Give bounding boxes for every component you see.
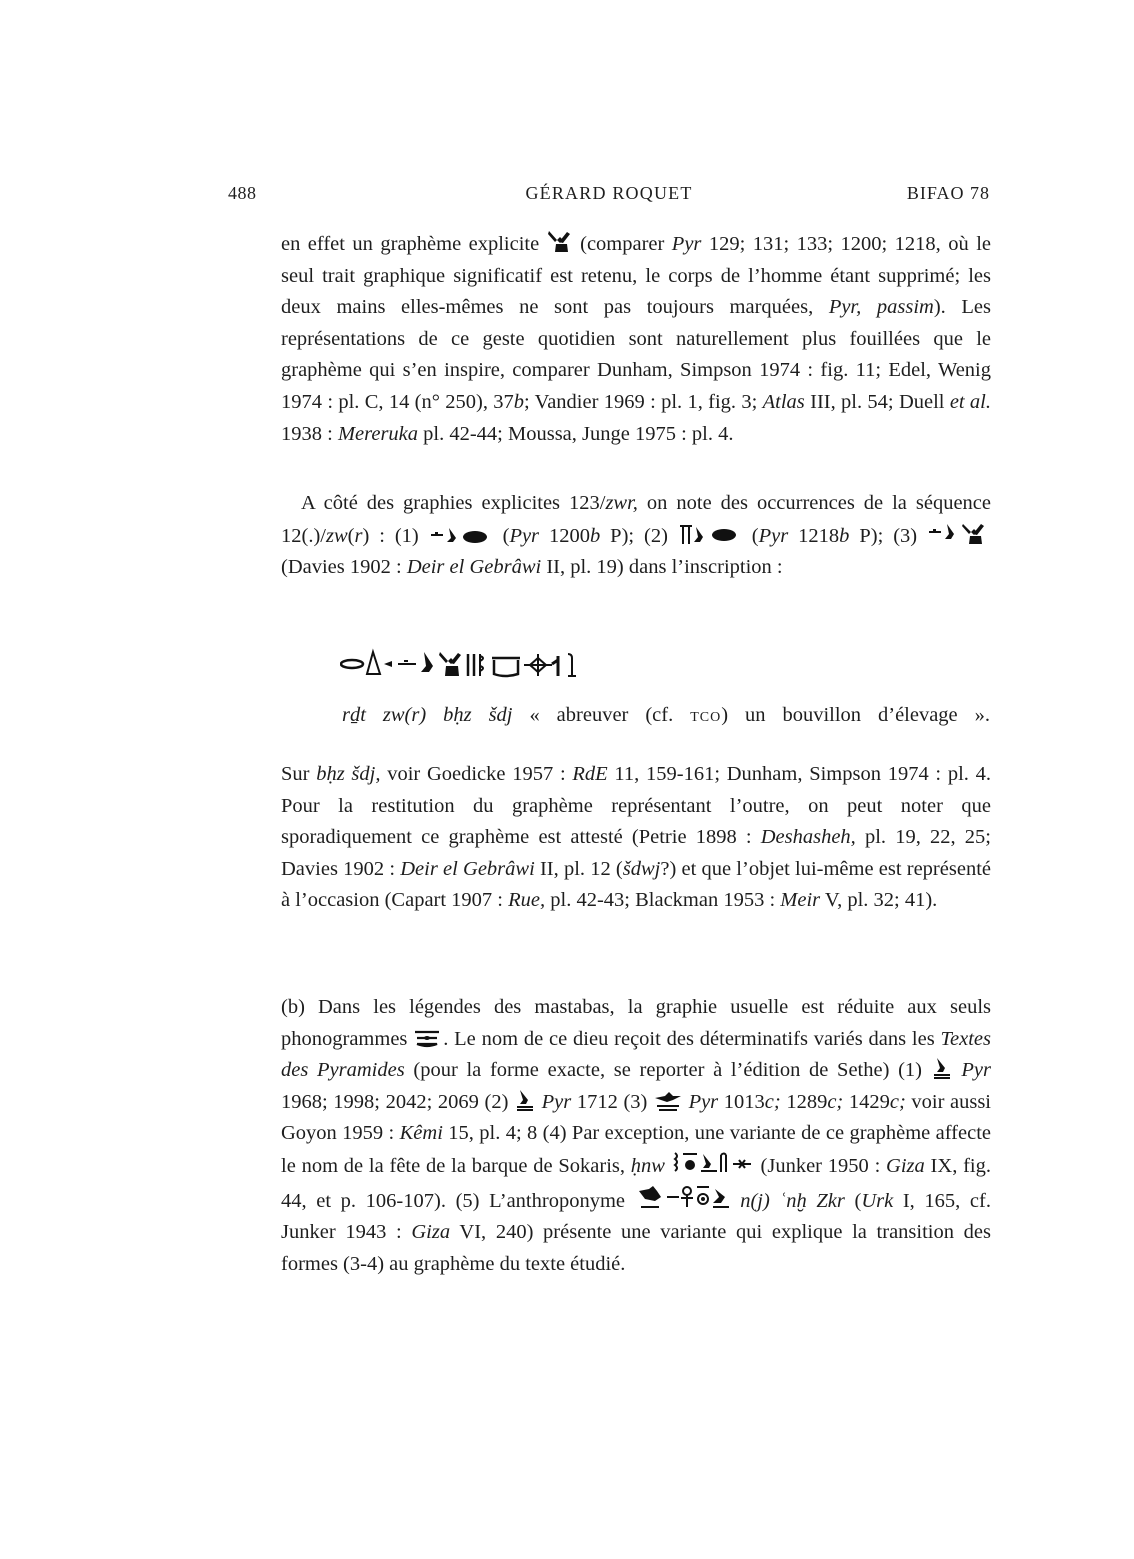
- text-run: Pyr, passim: [828, 296, 934, 319]
- text-run: et al.: [949, 390, 991, 413]
- text-run: Deshasheh,: [760, 826, 856, 849]
- text-run: 11, 159-161; Dunham, Simpson 1974 : pl. 4. Pour la restitution du graphème représentant l’outre, on peut noter que sporadiquement ce graphème est attesté (Petrie 1898 :: [281, 763, 992, 849]
- text-run: 1712 (3): [571, 1090, 653, 1113]
- text-run: 1429: [848, 1090, 890, 1113]
- hieroglyph-phonogram-icon: [413, 1027, 443, 1049]
- text-run: P); (2): [600, 524, 678, 547]
- text-run: Giza: [411, 1221, 451, 1244]
- translation-text: « abreuver (cf.: [512, 704, 691, 726]
- text-run: b: [513, 390, 525, 413]
- text-run: en effet un graphème explicite: [281, 233, 547, 255]
- text-run: (Junker 1950 :: [754, 1154, 887, 1177]
- hieroglyph-determinative-1-icon: [931, 1056, 953, 1080]
- text-run: Sur: [281, 763, 317, 785]
- author-name: GÉRARD ROQUET: [525, 183, 693, 203]
- text-run: Deir el Gebrâwi: [400, 857, 535, 880]
- text-run: (: [347, 524, 355, 547]
- text-run: 1013: [718, 1090, 765, 1113]
- text-run: RdE: [572, 763, 608, 785]
- running-head: [228, 183, 990, 211]
- text-run: Urk: [861, 1189, 894, 1212]
- text-run: c;: [764, 1090, 787, 1113]
- hieroglyph-determinative-3-icon: [653, 1088, 683, 1112]
- text-run: III, pl. 54; Duell: [804, 390, 950, 413]
- text-run: Deir el Gebrâwi: [406, 556, 542, 579]
- text-run: VI, 240) présente une variante qui explique la transition des formes (3-4) au graphème du texte étudié.: [281, 1221, 991, 1275]
- text-run: ; Vandier 1969 : pl. 1, fig. 3;: [524, 390, 763, 413]
- text-run: 1218: [788, 524, 840, 547]
- text-run: IX, fig. 44, et p. 106-107). (5) L’anthroponyme: [281, 1154, 991, 1212]
- text-run: P); (3): [849, 524, 928, 547]
- text-run: 1200: [539, 524, 590, 547]
- text-run: . Le nom de ce dieu reçoit des déterminatifs variés dans les: [443, 1027, 941, 1050]
- text-run: b: [589, 524, 601, 547]
- text-run: šdwj: [622, 857, 661, 880]
- text-run: Kêmi: [399, 1122, 443, 1145]
- hieroglyph-group-3-icon: [927, 520, 991, 546]
- paragraph-3: [281, 759, 991, 917]
- text-run: Rue,: [508, 889, 546, 912]
- text-run: Pyr: [541, 1090, 572, 1113]
- text-run: 1938 :: [281, 422, 338, 445]
- text-run: zw: [325, 524, 348, 547]
- text-run: II, pl. 12 (: [534, 857, 623, 880]
- text-run: zwr,: [605, 492, 638, 514]
- transliteration: [342, 700, 990, 732]
- text-run: (pour la forme exacte, se reporter à l’édition de Sethe) (1): [404, 1059, 931, 1082]
- text-run: c;: [827, 1090, 849, 1113]
- text-run: A côté des graphies explicites 123/: [301, 492, 606, 514]
- text-run: 1289: [786, 1090, 828, 1113]
- page-number: 488: [228, 183, 257, 203]
- text-run: (: [844, 1189, 862, 1212]
- journal-name: BIFAO 78: [906, 183, 990, 203]
- text-run: voir Goedicke 1957 :: [380, 763, 573, 785]
- text-run: ). Les représentations de ce geste quotidien sont naturellement plus fouillées que le graphème qui s’en inspire, comparer Dunham, Simpson 1974 : fig. 11; Edel, Wenig 1974 : pl. C, 14 (n° 250), 37: [281, 296, 991, 413]
- text-run: pl. 19, 22, 25; Davies 1902 :: [281, 826, 991, 880]
- text-run: pl. 42-44; Moussa, Junge 1975 : pl. 4.: [418, 422, 734, 445]
- text-run: c;: [889, 1090, 906, 1113]
- text-run: b: [839, 524, 850, 547]
- text-run: Atlas: [762, 390, 805, 413]
- text-run: ?) et que l’objet lui-même est représenté à l’occasion (Capart 1907 :: [281, 857, 991, 912]
- hieroglyph-hands-icon: [547, 228, 573, 254]
- text-run: Meir: [780, 889, 821, 912]
- text-run: Giza: [886, 1154, 925, 1177]
- hieroglyph-group-2-icon: [678, 522, 742, 546]
- paragraph-4: [281, 992, 991, 1280]
- text-run: [731, 1190, 741, 1212]
- paragraph-1: [281, 228, 991, 450]
- text-run: V, pl. 32; 41).: [820, 889, 938, 912]
- text-run: ḥnw: [630, 1154, 665, 1177]
- text-run: Pyr: [509, 524, 540, 547]
- text-run: 1968; 1998; 2042; 2069 (2): [281, 1090, 515, 1113]
- text-run: on note des occurrences de la séquence 12(.)/: [281, 492, 992, 547]
- paragraph-2: [281, 488, 991, 584]
- text-run: II, pl. 19) dans l’inscription :: [541, 556, 783, 579]
- transliteration-text: rḏt zw(r) bḥz šdj: [342, 704, 513, 726]
- text-run: 129; 131; 133; 1200; 1218, où le seul trait graphique significatif est retenu, le corps de l’homme étant supprimé; les deux mains elles-mêmes ne sont pas toujours marquées,: [281, 233, 991, 319]
- hieroglyph-anthroponym-icon: [635, 1183, 731, 1211]
- text-run: bḥz šdj,: [316, 763, 381, 785]
- hieroglyph-determinative-2-icon: [514, 1088, 536, 1112]
- text-run: (comparer: [572, 233, 672, 255]
- text-run: n(j) ʿnḫ Zkr: [740, 1189, 845, 1212]
- text-run: r: [354, 524, 363, 547]
- text-run: (b) Dans les légendes des mastabas, la graphie usuelle est réduite aux seuls phonogrammes: [281, 996, 991, 1050]
- text-run: (: [741, 524, 759, 547]
- hieroglyph-group-1-icon: [429, 524, 493, 546]
- text-run: Pyr: [961, 1059, 991, 1082]
- text-run: pl. 42-43; Blackman 1953 :: [545, 889, 781, 912]
- coptic-word: тco: [690, 704, 722, 726]
- text-run: Pyr: [758, 524, 789, 547]
- text-run: Textes des Pyramides: [281, 1027, 991, 1082]
- hieroglyphic-inscription: [340, 646, 640, 682]
- text-run: Mereruka: [337, 422, 419, 445]
- text-run: ) : (1): [362, 524, 429, 547]
- text-run: (: [492, 524, 510, 547]
- text-run: Pyr: [688, 1090, 719, 1113]
- text-run: voir aussi Goyon 1959 :: [281, 1090, 992, 1145]
- text-run: I, 165, cf. Junker 1943 :: [281, 1189, 991, 1244]
- text-run: 15, pl. 4; 8 (4) Par exception, une variante de ce graphème affecte le nom de la fête de la barque de Sokaris,: [281, 1122, 992, 1177]
- text-run: (Davies 1902 :: [281, 556, 407, 579]
- hieroglyph-sokaris-feast-icon: [671, 1150, 755, 1176]
- text-run: Pyr: [671, 233, 702, 255]
- translation-text: ) un bouvillon d’élevage ».: [721, 704, 990, 726]
